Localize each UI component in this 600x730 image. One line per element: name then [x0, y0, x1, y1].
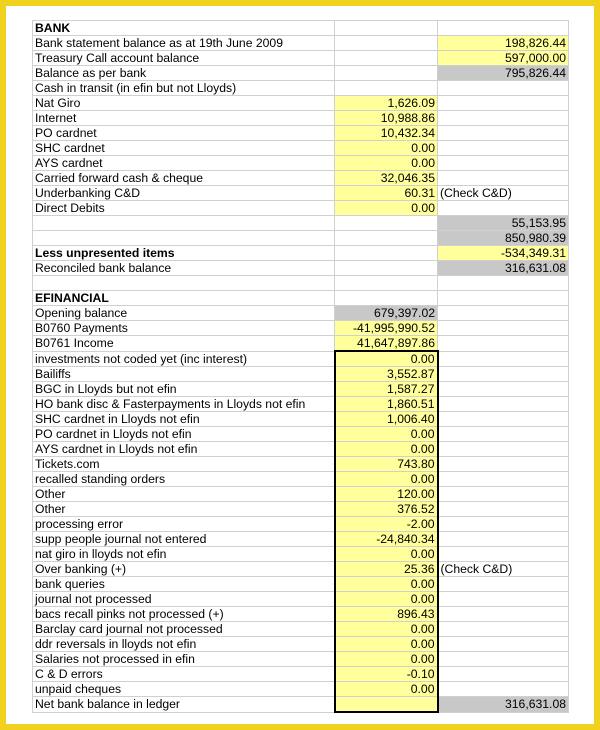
cell-c[interactable] — [438, 607, 569, 622]
less-unpresented-row — [33, 246, 569, 261]
cell-a[interactable]: SHC cardnet in Lloyds not efin — [33, 412, 335, 427]
cell-c[interactable] — [438, 457, 569, 472]
cell-c[interactable] — [438, 141, 569, 156]
reconciliation-sheet — [32, 20, 569, 713]
cell-b[interactable]: 0.00 — [335, 156, 438, 171]
cell-b[interactable]: -0.10 — [335, 667, 438, 682]
cell-b[interactable]: 1,006.40 — [335, 412, 438, 427]
cell-b[interactable]: 0.00 — [335, 652, 438, 667]
cell-b[interactable]: 896.43 — [335, 607, 438, 622]
efin-item-row — [33, 457, 569, 472]
cell-a[interactable]: bank queries — [33, 577, 335, 592]
cell-a[interactable]: SHC cardnet — [33, 141, 335, 156]
efin-item-row — [33, 562, 569, 577]
cell-a[interactable]: EFINANCIAL — [33, 291, 335, 306]
efin-item-row — [33, 382, 569, 397]
efin-item-row — [33, 487, 569, 502]
cell-c[interactable]: 55,153.95 — [438, 216, 569, 231]
cell-b[interactable]: 0.00 — [335, 141, 438, 156]
cell-c[interactable] — [438, 652, 569, 667]
cell-a[interactable]: Internet — [33, 111, 335, 126]
bank-row — [33, 156, 569, 171]
cell-c[interactable]: 198,826.44 — [438, 36, 569, 51]
cell-b[interactable]: -24,840.34 — [335, 532, 438, 547]
bank-heading-row — [33, 21, 569, 36]
cell-a[interactable]: unpaid cheques — [33, 682, 335, 697]
cell-b[interactable]: 0.00 — [335, 201, 438, 216]
cell-b[interactable]: 10,432.34 — [335, 126, 438, 141]
cell-c[interactable]: (Check C&D) — [438, 186, 569, 201]
cell-b[interactable]: 0.00 — [335, 637, 438, 652]
cell-c[interactable] — [438, 382, 569, 397]
cell-a[interactable]: Barclay card journal not processed — [33, 622, 335, 637]
cell-b[interactable]: 0.00 — [335, 682, 438, 697]
cell-b[interactable]: 1,860.51 — [335, 397, 438, 412]
cell-a[interactable] — [33, 231, 335, 246]
cell-b[interactable]: 32,046.35 — [335, 171, 438, 186]
cell-a[interactable]: Balance as per bank — [33, 66, 335, 81]
bank-row — [33, 126, 569, 141]
cell-b[interactable]: 0.00 — [335, 592, 438, 607]
bank-row — [33, 51, 569, 66]
efin-item-row — [33, 592, 569, 607]
cell-c[interactable] — [438, 291, 569, 306]
bank-row — [33, 36, 569, 51]
cell-a[interactable]: Over banking (+) — [33, 562, 335, 577]
cell-c[interactable]: 597,000.00 — [438, 51, 569, 66]
cell-c[interactable]: 316,631.08 — [438, 697, 569, 713]
cell-a[interactable]: AYS cardnet in Lloyds not efin — [33, 442, 335, 457]
cell-c[interactable] — [438, 306, 569, 321]
efin-item-row — [33, 622, 569, 637]
cell-b[interactable]: -2.00 — [335, 517, 438, 532]
cell-b[interactable]: 0.00 — [335, 442, 438, 457]
net-balance-row — [33, 697, 569, 713]
efin-item-row — [33, 502, 569, 517]
cell-c[interactable] — [438, 547, 569, 562]
cell-a[interactable]: journal not processed — [33, 592, 335, 607]
cell-b[interactable]: 3,552.87 — [335, 367, 438, 382]
efin-item-row — [33, 351, 569, 367]
efin-head-row — [33, 321, 569, 336]
efin-item-row — [33, 667, 569, 682]
cell-c[interactable] — [438, 592, 569, 607]
cell-a[interactable]: BGC in Lloyds but not efin — [33, 382, 335, 397]
cell-a[interactable]: processing error — [33, 517, 335, 532]
cell-c[interactable] — [438, 667, 569, 682]
cell-c[interactable] — [438, 637, 569, 652]
efin-head-row — [33, 336, 569, 352]
cell-b[interactable]: 41,647,897.86 — [335, 336, 438, 352]
cell-a[interactable]: Opening balance — [33, 306, 335, 321]
cell-a[interactable]: Other — [33, 487, 335, 502]
cell-b[interactable]: 679,397.02 — [335, 306, 438, 321]
cell-c[interactable] — [438, 351, 569, 367]
cell-c[interactable] — [438, 577, 569, 592]
cell-a[interactable]: investments not coded yet (inc interest) — [33, 351, 335, 367]
cell-c[interactable] — [438, 111, 569, 126]
bank-row — [33, 216, 569, 231]
cell-c[interactable] — [438, 517, 569, 532]
cell-c[interactable] — [438, 21, 569, 36]
cell-a[interactable]: Nat Giro — [33, 96, 335, 111]
cell-c[interactable] — [438, 171, 569, 186]
cell-c[interactable] — [438, 532, 569, 547]
cell-a[interactable]: Carried forward cash & cheque — [33, 171, 335, 186]
reconciled-row — [33, 261, 569, 276]
efin-item-row — [33, 412, 569, 427]
cell-a[interactable]: ddr reversals in lloyds not efin — [33, 637, 335, 652]
cell-c[interactable] — [438, 156, 569, 171]
cell-b[interactable]: 0.00 — [335, 622, 438, 637]
bank-row — [33, 111, 569, 126]
cell-a[interactable]: B0761 Income — [33, 336, 335, 352]
cell-a[interactable]: Tickets.com — [33, 457, 335, 472]
efin-item-row — [33, 442, 569, 457]
cell-c[interactable] — [438, 81, 569, 96]
cell-c[interactable]: 795,826.44 — [438, 66, 569, 81]
efin-item-row — [33, 547, 569, 562]
cell-b[interactable] — [335, 81, 438, 96]
cell-b[interactable]: 0.00 — [335, 351, 438, 367]
efin-item-row — [33, 427, 569, 442]
bank-row — [33, 96, 569, 111]
cell-c[interactable]: (Check C&D) — [438, 562, 569, 577]
cell-a[interactable]: AYS cardnet — [33, 156, 335, 171]
cell-a[interactable]: supp people journal not entered — [33, 532, 335, 547]
cell-a[interactable]: Bailiffs — [33, 367, 335, 382]
cell-b[interactable] — [335, 231, 438, 246]
efin-heading-row — [33, 291, 569, 306]
cell-c[interactable] — [438, 96, 569, 111]
cell-c[interactable] — [438, 412, 569, 427]
efin-item-row — [33, 577, 569, 592]
bank-row — [33, 81, 569, 96]
cell-a[interactable]: HO bank disc & Fasterpayments in Lloyds not efin — [33, 397, 335, 412]
cell-c[interactable] — [438, 201, 569, 216]
bank-row — [33, 231, 569, 246]
cell-a[interactable] — [33, 276, 335, 291]
cell-b[interactable]: 1,587.27 — [335, 382, 438, 397]
efin-head-row — [33, 306, 569, 321]
efin-item-row — [33, 367, 569, 382]
cell-a[interactable]: PO cardnet — [33, 126, 335, 141]
cell-b[interactable] — [335, 51, 438, 66]
cell-c[interactable] — [438, 682, 569, 697]
cell-c[interactable] — [438, 367, 569, 382]
cell-c[interactable] — [438, 487, 569, 502]
cell-a[interactable]: B0760 Payments — [33, 321, 335, 336]
cell-b[interactable] — [335, 276, 438, 291]
cell-b[interactable] — [335, 697, 438, 713]
cell-b[interactable]: -41,995,990.52 — [335, 321, 438, 336]
efin-item-row — [33, 472, 569, 487]
efin-item-row — [33, 682, 569, 697]
efin-item-row — [33, 397, 569, 412]
cell-a[interactable]: Less unpresented items — [33, 246, 335, 261]
cell-b[interactable] — [335, 261, 438, 276]
spacer-row — [33, 276, 569, 291]
efin-item-row — [33, 652, 569, 667]
efin-item-row — [33, 607, 569, 622]
cell-c[interactable] — [438, 472, 569, 487]
cell-c[interactable] — [438, 622, 569, 637]
cell-b[interactable] — [335, 36, 438, 51]
cell-a[interactable]: Other — [33, 502, 335, 517]
cell-a[interactable]: PO cardnet in Lloyds not efin — [33, 427, 335, 442]
cell-b[interactable]: 25.36 — [335, 562, 438, 577]
cell-b[interactable]: 0.00 — [335, 427, 438, 442]
cell-b[interactable] — [335, 246, 438, 261]
efin-item-row — [33, 637, 569, 652]
efin-item-row — [33, 517, 569, 532]
cell-a[interactable]: BANK — [33, 21, 335, 36]
cell-a[interactable]: Reconciled bank balance — [33, 261, 335, 276]
cell-a[interactable]: nat giro in lloyds not efin — [33, 547, 335, 562]
bank-row — [33, 186, 569, 201]
cell-a[interactable] — [33, 216, 335, 231]
efin-item-row — [33, 532, 569, 547]
cell-a[interactable]: bacs recall pinks not processed (+) — [33, 607, 335, 622]
cell-b[interactable] — [335, 21, 438, 36]
cell-b[interactable] — [335, 291, 438, 306]
cell-b[interactable]: 0.00 — [335, 547, 438, 562]
cell-b[interactable]: 0.00 — [335, 577, 438, 592]
cell-a[interactable]: Net bank balance in ledger — [33, 697, 335, 713]
cell-c[interactable] — [438, 502, 569, 517]
cell-a[interactable]: recalled standing orders — [33, 472, 335, 487]
cell-c[interactable] — [438, 336, 569, 352]
cell-a[interactable]: Cash in transit (in efin but not Lloyds) — [33, 81, 335, 96]
cell-b[interactable]: 743.80 — [335, 457, 438, 472]
cell-b[interactable]: 120.00 — [335, 487, 438, 502]
bank-row — [33, 201, 569, 216]
cell-b[interactable] — [335, 216, 438, 231]
cell-b[interactable]: 60.31 — [335, 186, 438, 201]
cell-a[interactable]: Treasury Call account balance — [33, 51, 335, 66]
cell-b[interactable]: 1,626.09 — [335, 96, 438, 111]
cell-c[interactable] — [438, 126, 569, 141]
cell-a[interactable]: C & D errors — [33, 667, 335, 682]
cell-c[interactable] — [438, 442, 569, 457]
cell-a[interactable]: Salaries not processed in efin — [33, 652, 335, 667]
cell-b[interactable] — [335, 66, 438, 81]
bank-row — [33, 141, 569, 156]
cell-c[interactable]: 850,980.39 — [438, 231, 569, 246]
cell-c[interactable] — [438, 397, 569, 412]
cell-a[interactable]: Bank statement balance as at 19th June 2009 — [33, 36, 335, 51]
bank-row — [33, 171, 569, 186]
cell-c[interactable] — [438, 276, 569, 291]
cell-c[interactable] — [438, 427, 569, 442]
cell-b[interactable]: 376.52 — [335, 502, 438, 517]
cell-b[interactable]: 10,988.86 — [335, 111, 438, 126]
cell-c[interactable] — [438, 321, 569, 336]
cell-a[interactable]: Underbanking C&D — [33, 186, 335, 201]
cell-c[interactable]: -534,349.31 — [438, 246, 569, 261]
cell-a[interactable]: Direct Debits — [33, 201, 335, 216]
cell-c[interactable]: 316,631.08 — [438, 261, 569, 276]
cell-b[interactable]: 0.00 — [335, 472, 438, 487]
bank-row — [33, 66, 569, 81]
